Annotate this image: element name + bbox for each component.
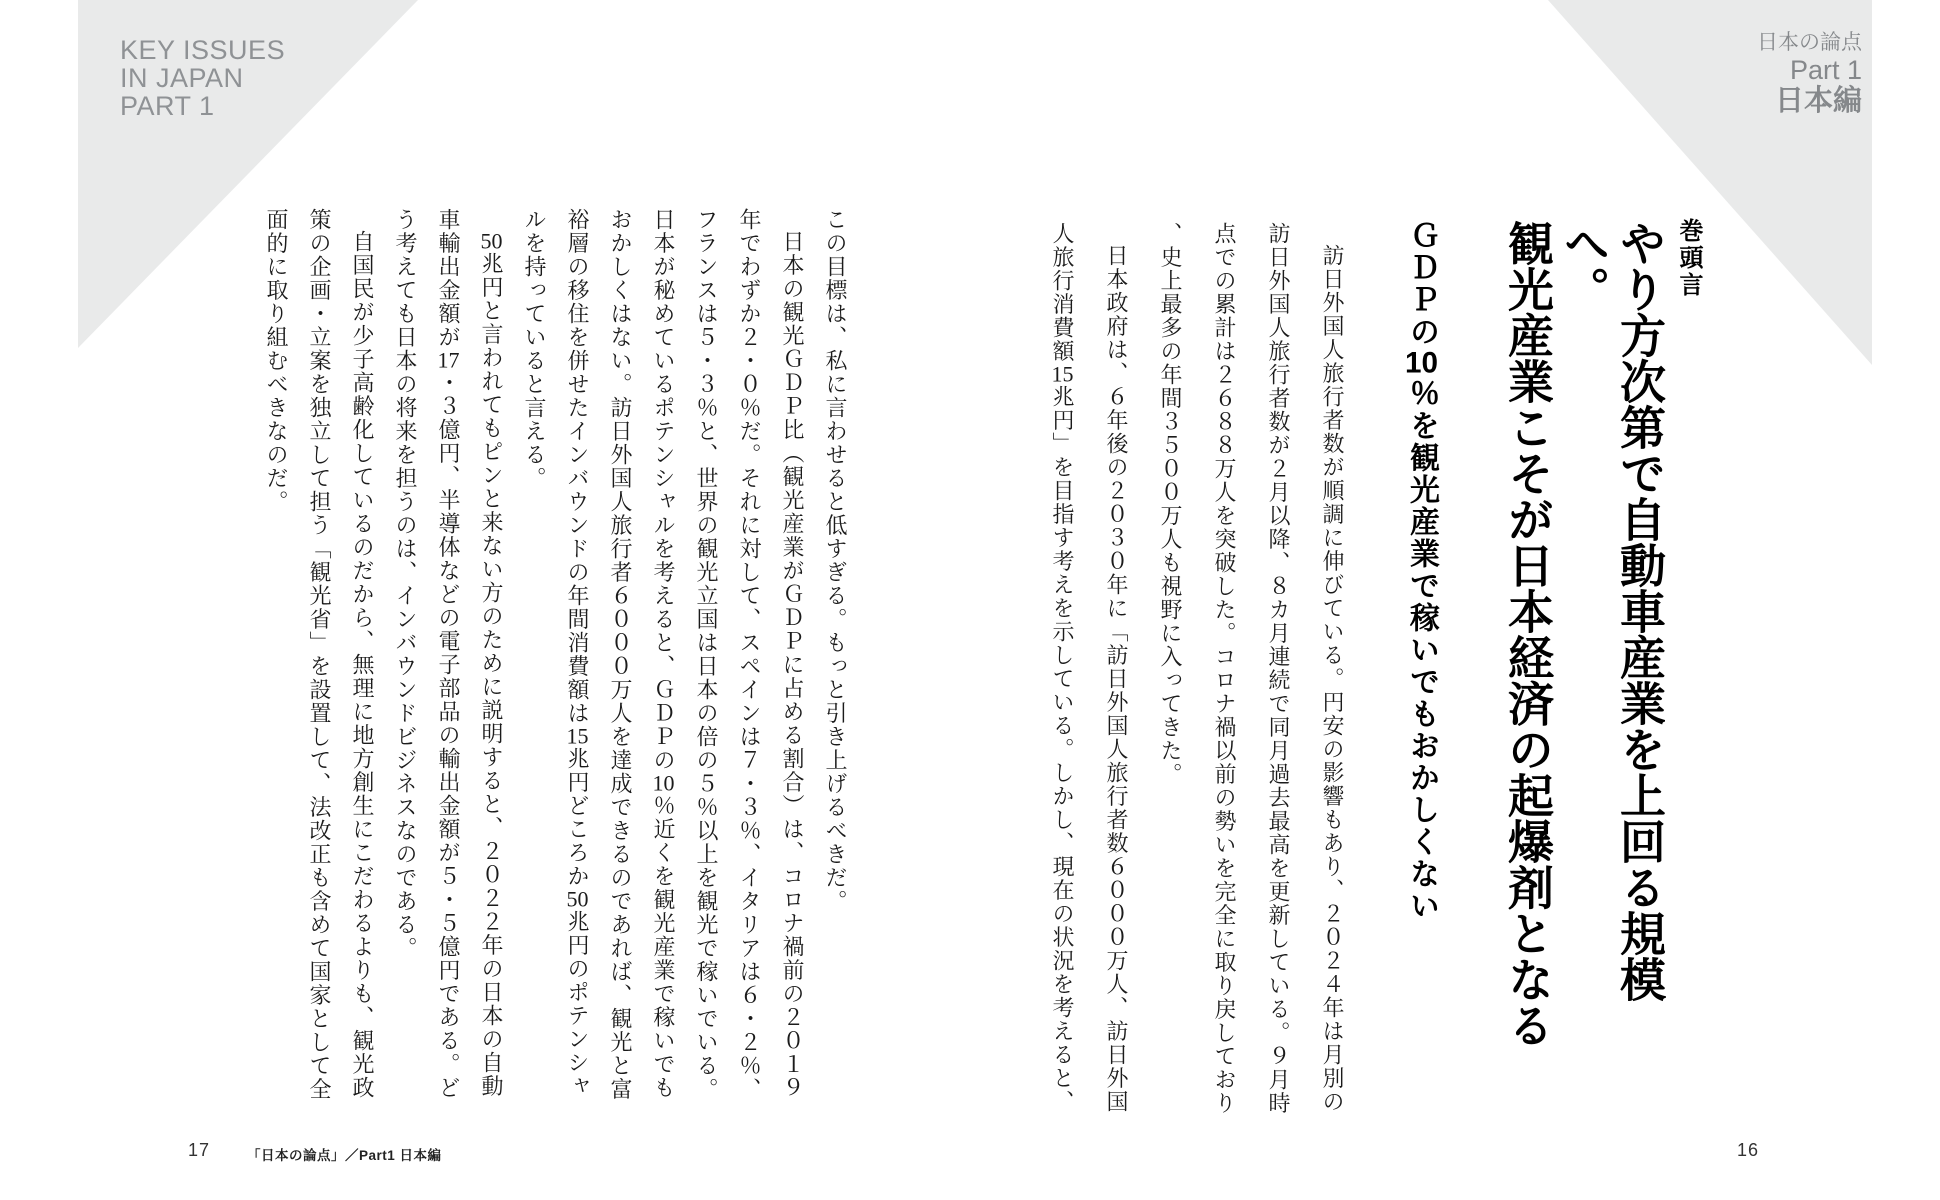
section-label-line2: IN JAPAN — [120, 63, 244, 93]
page-number-left: 17 — [188, 1140, 211, 1160]
left-page-body-text — [245, 208, 857, 1101]
body-paragraph: 日本の観光ＧＤＰ比（観光産業がＧＤＰに占める割合）は、コロナ禍前の２０１９年でわずか２・０％だ。それに対して、スペインは７・３％、イタリアは６・２％、フランスは５・３％と、世界の観光立国は日本の倍の５％以上を観光で稼いでいる。日本が秘めているポテンシャルを考えると、ＧＤＰの10％近くを観光産業で稼いでもおかしくはない。訪日外国人旅行者６０００万人を達成できるのであれば、観光と富裕層の移住を併せたインバウンドの年間消費額は15兆円どころか50兆円のポテンシャルを持っていると言える。 — [522, 208, 805, 1101]
section-label-line1: KEY ISSUES — [120, 35, 286, 65]
headline-line-1: やり方次第で自動車産業を上回る規模へ。 — [1558, 220, 1666, 1002]
article-subtitle: ＧＤＰの10％を観光産業で稼いでもおかしくない — [1405, 220, 1438, 922]
section-label-line3: PART 1 — [120, 91, 215, 121]
part-number: Part 1 — [1789, 55, 1862, 85]
body-paragraph: 自国民が少子高齢化しているのだから、無理に地方創生にこだわるよりも、観光政策の企画・立案を独立して担う「観光省」を設置して、法改正も含めて国家として全面的に取り組むべきなのだ。 — [264, 208, 375, 1101]
article-kicker: 巻頭言 — [1675, 218, 1702, 299]
body-paragraph: 日本政府は、６年後の２０３０年に「訪日外国人旅行者数６０００万人、訪日外国人旅行消費額15兆円」を目指す考えを示している。しかし、現在の状況を考えると、 — [1050, 222, 1129, 1114]
body-paragraph: この目標は、私に言わせると低すぎる。もっと引き上げるべきだ。 — [823, 208, 848, 913]
body-paragraph: 訪日外国人旅行者数が順調に伸びている。円安の影響もあり、２０２４年は月別の訪日外国人旅行者数が２月以降、８カ月連続で同月過去最高を更新している。９月時点での累計は２６８８万人を突破した。コロナ禍以前の勢いを完全に取り戻しており、史上最多の年間３５００万人も視野に入ってきた。 — [1158, 222, 1345, 1115]
running-footer-caption: 「日本の論点」／Part1 日本編 — [247, 1148, 442, 1163]
series-title: 日本の論点 — [1757, 31, 1862, 54]
section-label-japanese — [1757, 30, 1862, 117]
part-title: 日本編 — [1774, 85, 1862, 117]
page-number-right: 16 — [1737, 1140, 1760, 1160]
article-headline — [1500, 220, 1668, 1080]
right-page-body-text — [1029, 222, 1359, 1115]
body-paragraph: 50兆円と言われてもピンと来ない方のために説明すると、２０２２年の日本の自動車輸出金額が17・３億円、半導体などの電子部品の輸出金額が５・５億円である。どう考えても日本の将来を担うのは、インバウンドビジネスなのである。 — [393, 208, 504, 1100]
section-label-english — [120, 36, 285, 120]
headline-line-2: 観光産業こそが日本経済の起爆剤となる — [1502, 220, 1554, 1048]
